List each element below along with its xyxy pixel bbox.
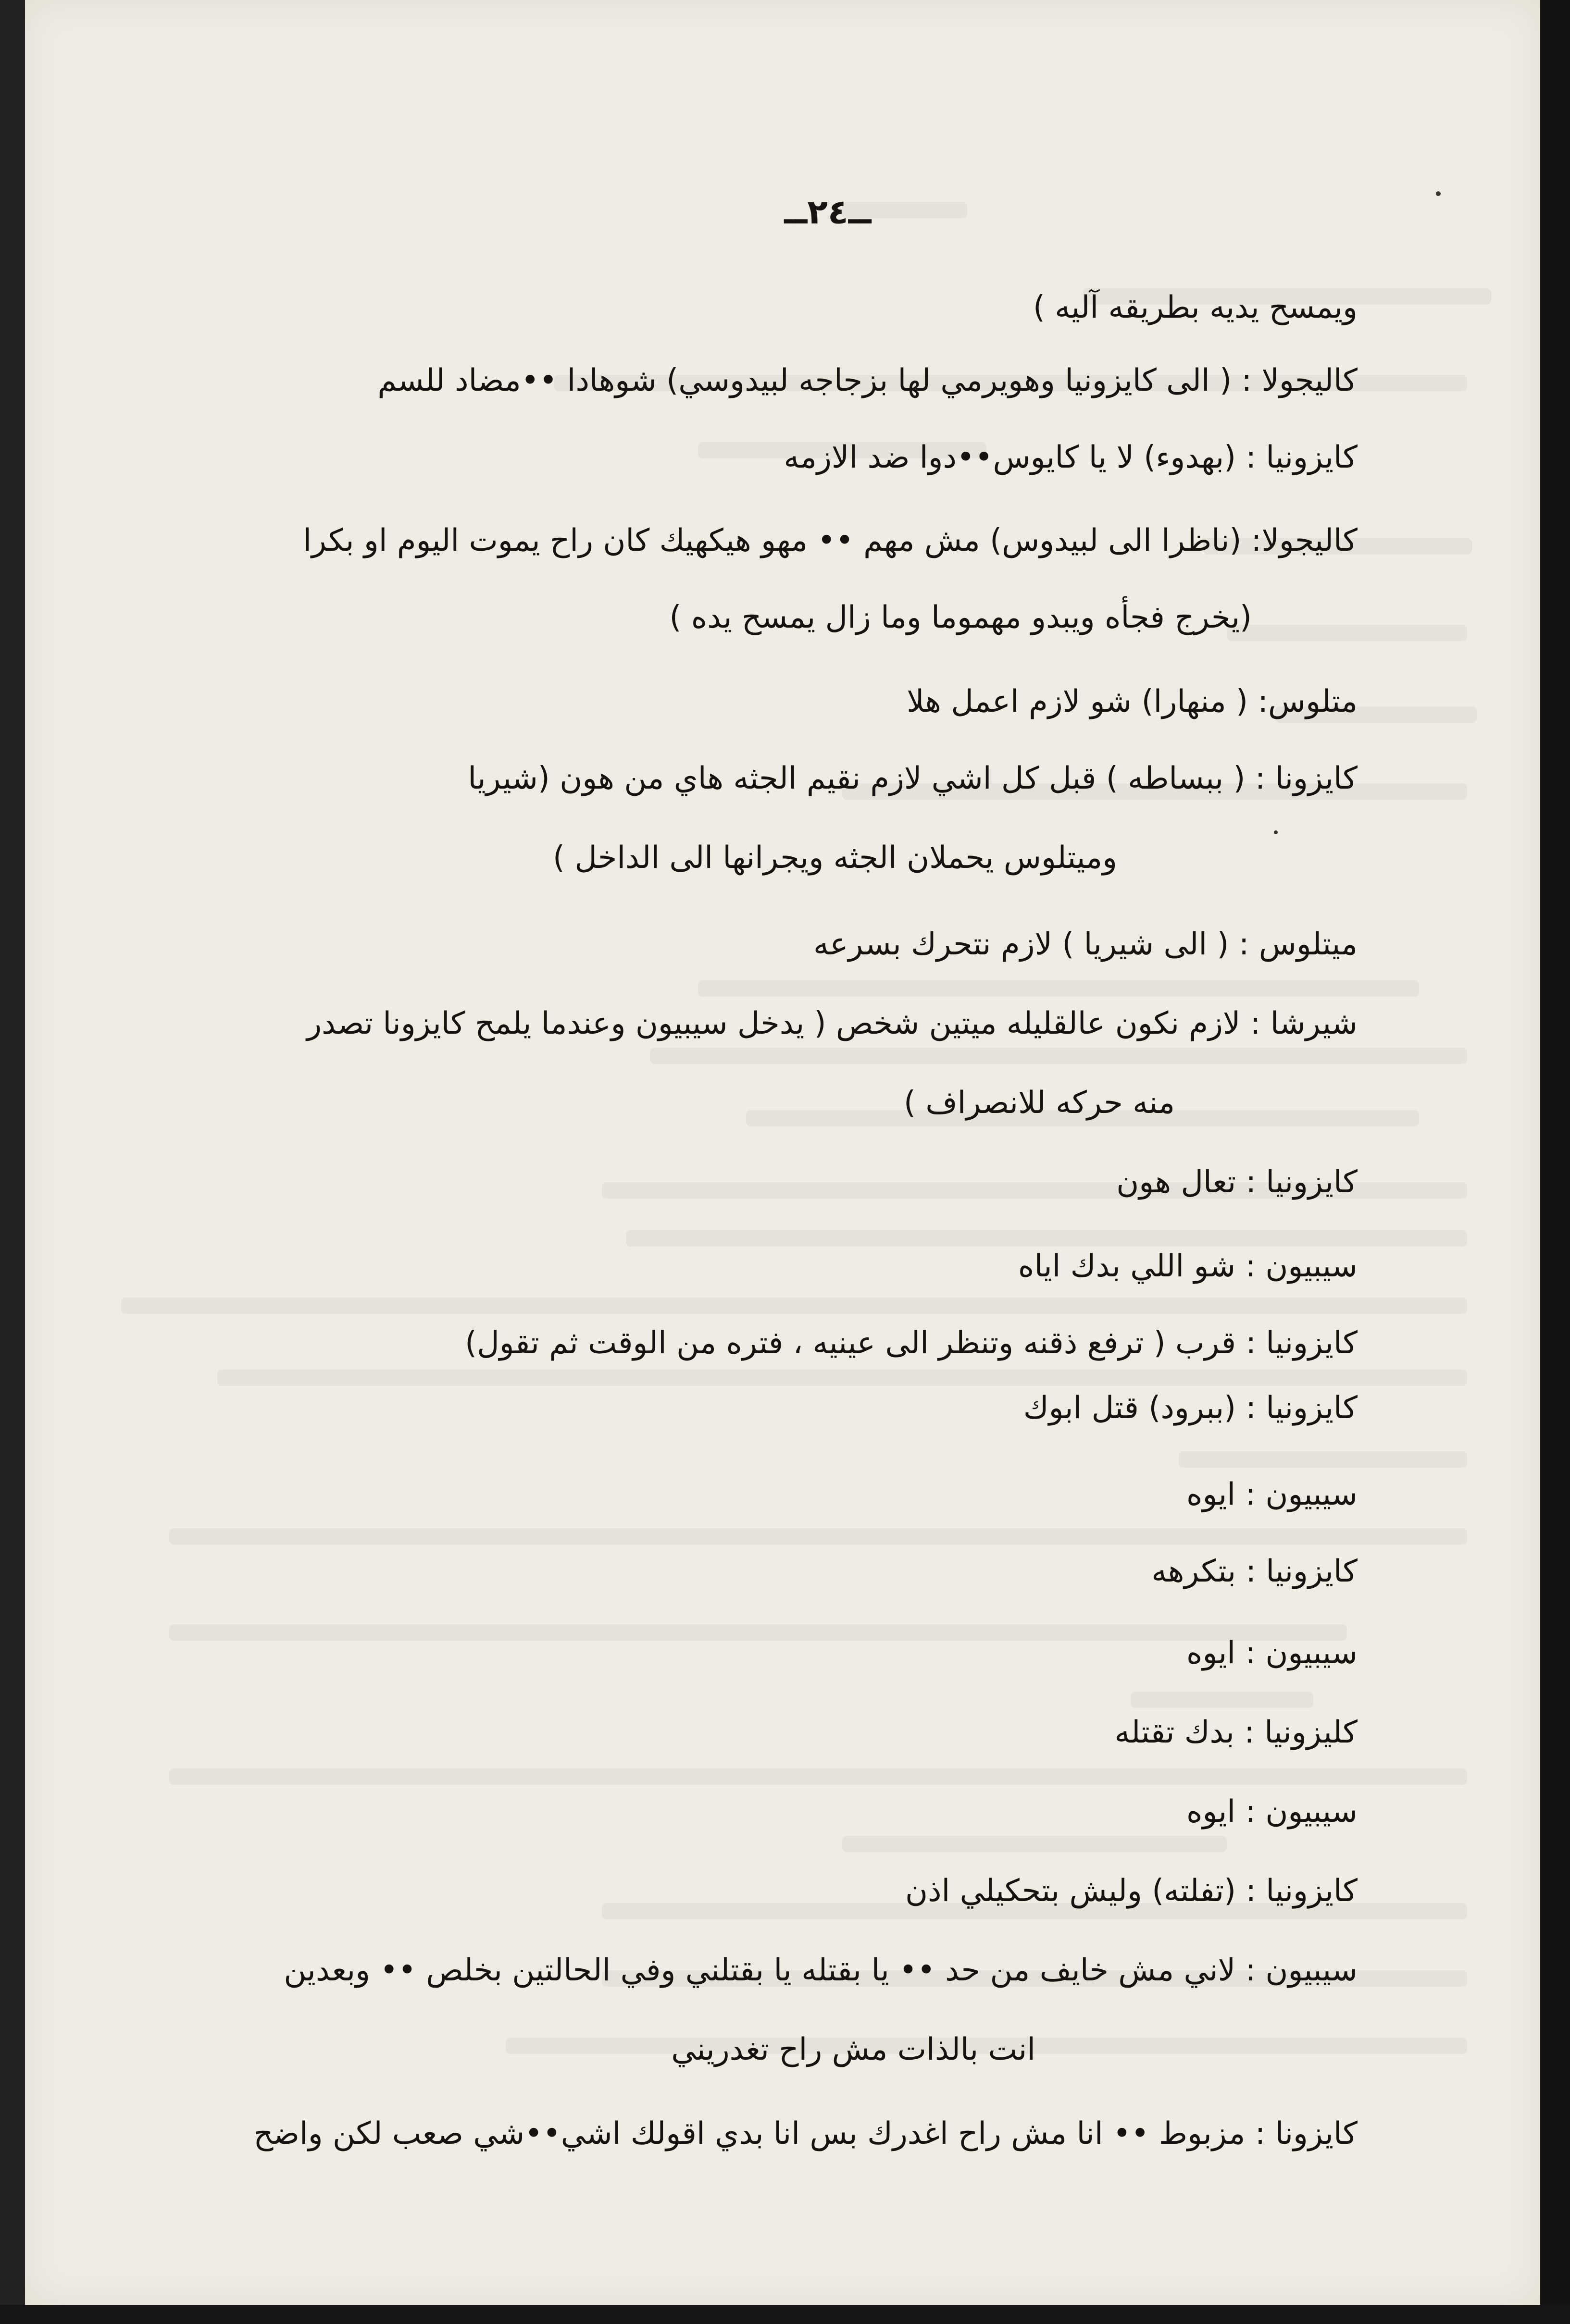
text-line: متلوس: ( منهارا) شو لازم اعمل هلا	[907, 684, 1358, 719]
scan-bottom-edge	[0, 2305, 1570, 2324]
text-line: كايزونيا : (بهدوء) لا يا كايوس••دوا ضد الازمه	[784, 440, 1358, 475]
typed-page	[25, 0, 1540, 2305]
text-line: كايزونيا : (ببرود) قتل ابوك	[1023, 1390, 1358, 1426]
text-line: انت بالذات مش راح تغدريني	[671, 2032, 1035, 2067]
scan-left-edge	[0, 0, 25, 2324]
text-line: كاليجولا : ( الى كايزونيا وهويرمي لها بزجاجه لبيدوسي) شوهادا ••مضاد للسم	[377, 363, 1358, 398]
paper-speck	[1436, 191, 1441, 196]
text-line: سيبيون : لاني مش خايف من حد •• يا بقتله يا بقتلني وفي الحالتين بخلص •• وبعدين	[284, 1953, 1358, 1988]
text-line: سيبيون : ايوه	[1186, 1794, 1358, 1830]
scan-right-edge	[1540, 0, 1570, 2324]
text-line: وميتلوس يحملان الجثه ويجرانها الى الداخل )	[553, 840, 1117, 876]
text-line: كليزونيا : بدك تقتله	[1114, 1715, 1358, 1750]
text-line: كايزونا : مزبوط •• انا مش راح اغدرك بس انا بدي اقولك اشي••شي صعب لكن واضح	[253, 2116, 1358, 2151]
text-line: سيبيون : ايوه	[1186, 1635, 1358, 1671]
paper-speck	[1274, 830, 1278, 834]
text-line: سيبيون : شو اللي بدك اياه	[1018, 1249, 1358, 1284]
page-number: ــ٢٤ــ	[784, 192, 872, 232]
text-line: كايزونيا : قرب ( ترفع ذقنه وتنظر الى عينيه ، فتره من الوقت ثم تقول)	[465, 1325, 1358, 1361]
text-line: شيرشا : لازم نكون عالقليله ميتين شخص ( يدخل سيبيون وعندما يلمح كايزونا تصدر	[307, 1006, 1358, 1041]
text-line: ميتلوس : ( الى شيريا ) لازم نتحرك بسرعه	[813, 927, 1358, 962]
text-line: سيبيون : ايوه	[1186, 1477, 1358, 1512]
text-line: كايزونيا : (تفلته) وليش بتحكيلي اذن	[905, 1873, 1358, 1909]
text-line: (يخرج فجأه ويبدو مهموما وما زال يمسح يده )	[669, 600, 1252, 635]
text-line: كايزونيا : تعال هون	[1116, 1164, 1358, 1200]
text-line: ويمسح يديه بطريقه آليه )	[1033, 290, 1358, 325]
text-line: كايزونا : ( ببساطه ) قبل كل اشي لازم نقيم الجثه هاي من هون (شيريا	[468, 761, 1358, 796]
text-line: كاليجولا: (ناظرا الى لبيدوس) مش مهم •• مهو هيكهيك كان راح يموت اليوم او بكرا	[303, 523, 1358, 558]
text-line: كايزونيا : بتكرهه	[1151, 1554, 1358, 1589]
text-line: منه حركه للانصراف )	[904, 1085, 1175, 1121]
